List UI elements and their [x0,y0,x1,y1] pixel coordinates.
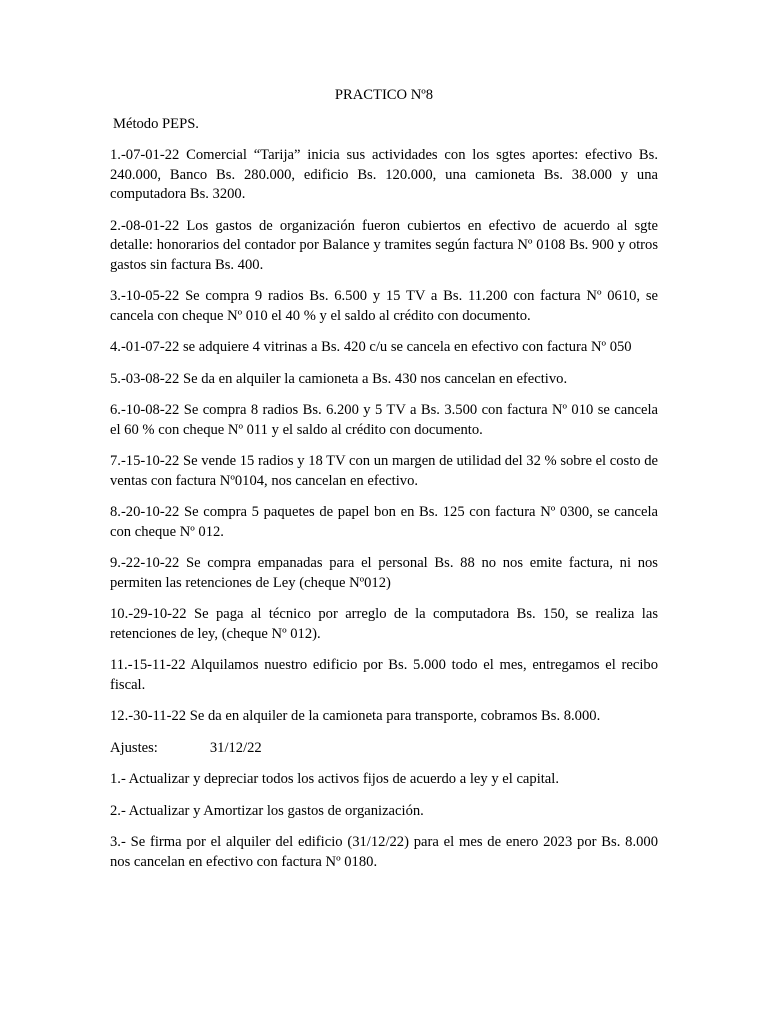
adjustments-header [110,739,658,759]
adjustments-date: 31/12/22 [209,739,262,756]
adjustment-1: 1.- Actualizar y depreciar todos los activos fijos de acuerdo a ley y el capital. [110,771,559,787]
transaction-6: 6.-10-08-22 Se compra 8 radios Bs. 6.200 y 5 TV a Bs. 3.500 con factura Nº 010 se cancela el 60 % con cheque Nº 011 y el saldo al crédito con documento. [110,402,658,438]
transaction-1: 1.-07-01-22 Comercial “Tarija” inicia sus actividades con los sgtes aportes: efectivo Bs. 240.000, Banco Bs. 280.000, edificio Bs. 120.000, una camioneta Bs. 38.000 y una computadora Bs. 3200. [110,147,658,202]
transaction-5: 5.-03-08-22 Se da en alquiler la camioneta a Bs. 430 nos cancelan en efectivo. [110,370,568,387]
transaction-2: 2.-08-01-22 Los gastos de organización fueron cubiertos en efectivo de acuerdo al sgte detalle: honorarios del contador por Balance y tramites según factura Nº 0108 Bs. 900 y otros gastos sin factura Bs. 400. [110,217,658,273]
transaction-10: 10.-29-10-22 Se paga al técnico por arreglo de la computadora Bs. 150, se realiza las retenciones de ley, (cheque Nº 012). [110,606,658,642]
adjustments-label: Ajustes: [110,739,158,756]
adjustment-3: 3.- Se firma por el alquiler del edificio (31/12/22) para el mes de enero 2023 por Bs. 8.000 nos cancelan en efectivo con factura Nº 0180. [110,834,658,870]
transaction-12: 12.-30-11-22 Se da en alquiler de la camioneta para transporte, cobramos Bs. 8.000. [110,708,601,724]
transaction-7: 7.-15-10-22 Se vende 15 radios y 18 TV con un margen de utilidad del 32 % sobre el costo de ventas con factura Nº0104, nos cancelan en efectivo. [110,453,658,489]
transaction-8: 8.-20-10-22 Se compra 5 paquetes de papel bon en Bs. 125 con factura Nº 0300, se cancela con cheque Nº 012. [110,504,658,540]
method-label: Método PEPS. [113,115,199,132]
transaction-3: 3.-10-05-22 Se compra 9 radios Bs. 6.500 y 15 TV a Bs. 11.200 con factura Nº 0610, se cancela con cheque Nº 010 el 40 % y el saldo al crédito con documento. [110,288,658,324]
transaction-9: 9.-22-10-22 Se compra empanadas para el personal Bs. 88 no nos emite factura, ni nos permiten las retenciones de Ley (cheque Nº012) [110,555,658,591]
transaction-4: 4.-01-07-22 se adquiere 4 vitrinas a Bs. 420 c/u se cancela en efectivo con factura Nº 050 [110,339,632,355]
transaction-11: 11.-15-11-22 Alquilamos nuestro edificio por Bs. 5.000 todo el mes, entregamos el recibo fiscal. [110,657,658,693]
document-title: PRACTICO Nº8 [334,87,434,103]
adjustment-2: 2.- Actualizar y Amortizar los gastos de organización. [110,802,424,819]
document-body [110,86,658,884]
